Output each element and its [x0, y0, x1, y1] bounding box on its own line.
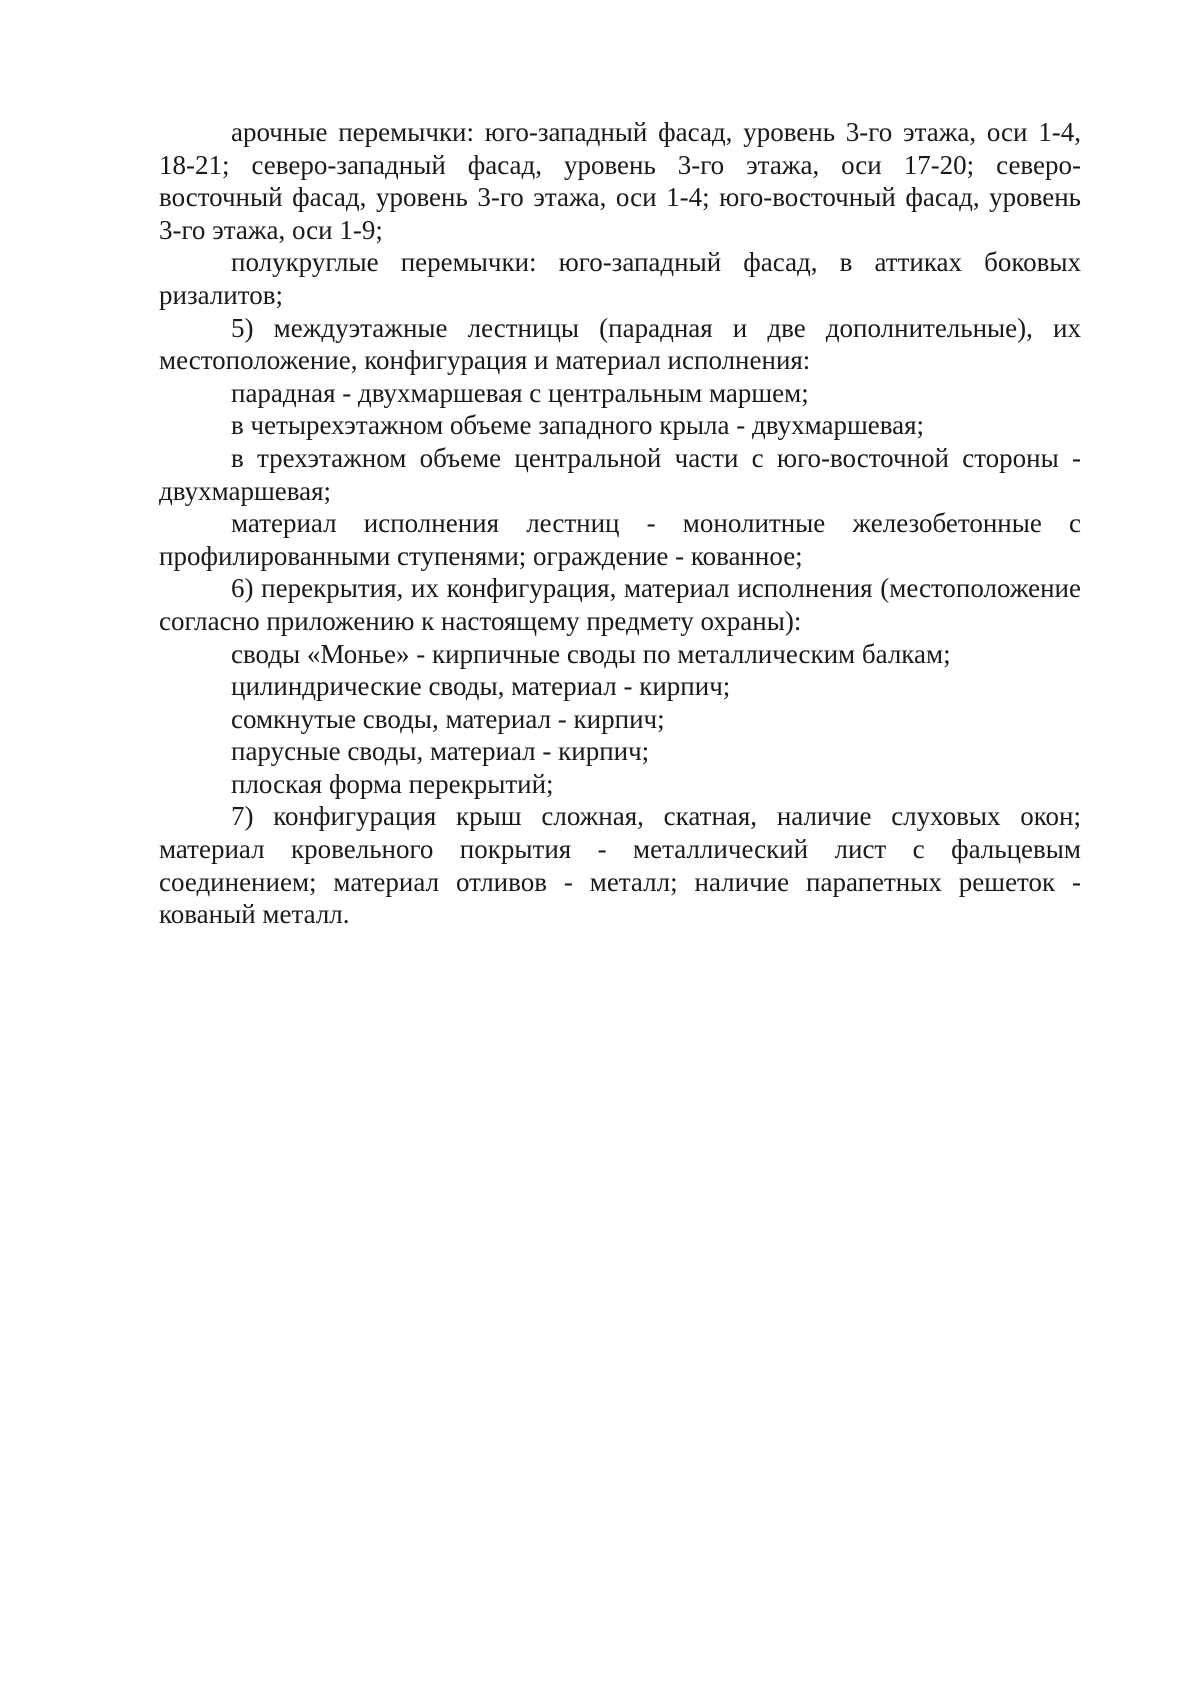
paragraph-item-7-roofs: 7) конфигурация крыш сложная, скатная, наличие слуховых окон; материал кровельного покрытия - металлический лист с фальцевым соединением; материал отливов - металл; наличие парапетных решеток - кованый металл.: [159, 801, 1081, 930]
paragraph-monier-vaults: своды «Монье» - кирпичные своды по металлическим балкам;: [231, 638, 951, 669]
paragraph-item-6-ceilings: 6) перекрытия, их конфигурация, материал исполнения (местоположение согласно приложению к настоящему предмету охраны):: [159, 573, 1081, 636]
paragraph-sail-vaults: парусные своды, материал - кирпич;: [231, 736, 650, 767]
paragraph-item-5-stairs: 5) междуэтажные лестницы (парадная и две дополнительные), их местоположение, конфигурация и материал исполнения:: [159, 312, 1081, 376]
paragraph-arched-lintels: арочные перемычки: юго-западный фасад, уровень 3-го этажа, оси 1-4, 18-21; северо-западный фасад, уровень 3-го этажа, оси 17-20; северо-восточный фасад, уровень 3-го этажа, оси 1-4; юго-восточный фасад, уровень 3-го этажа, оси 1-9;: [159, 117, 1081, 245]
paragraph-semicircular-lintels: полукруглые перемычки: юго-западный фасад, в аттиках боковых ризалитов;: [159, 247, 1081, 310]
paragraph-closed-vaults: сомкнутые своды, материал - кирпич;: [231, 703, 665, 734]
paragraph-central-stair: в трехэтажном объеме центральной части с юго-восточной стороны - двухмаршевая;: [159, 442, 1081, 506]
paragraph-west-wing-stair: в четырехэтажном объеме западного крыла - двухмаршевая;: [231, 410, 925, 441]
paragraph-cylindrical-vaults: цилиндрические своды, материал - кирпич;: [231, 671, 731, 702]
paragraph-flat-ceilings: плоская форма перекрытий;: [231, 768, 554, 799]
document-body: [159, 116, 1081, 931]
paragraph-main-stair: парадная - двухмаршевая с центральным маршем;: [231, 377, 809, 408]
paragraph-stair-material: материал исполнения лестниц - монолитные железобетонные с профилированными ступенями; ограждение - кованное;: [159, 508, 1081, 571]
